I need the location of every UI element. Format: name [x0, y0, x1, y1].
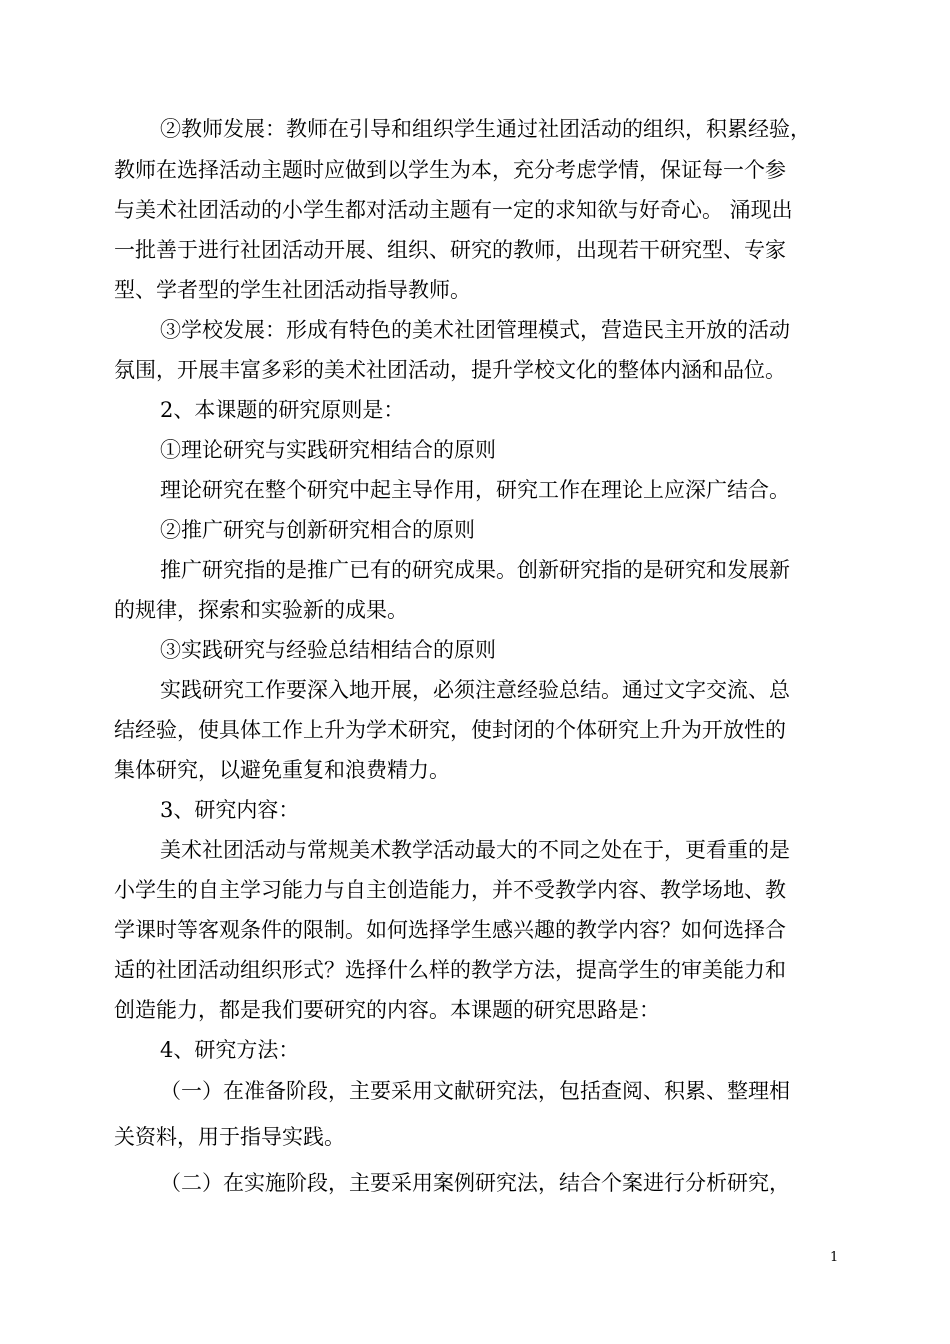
paragraph-line: 集体研究，以避免重复和浪费精力。 — [114, 758, 450, 782]
paragraph-line: （一）在准备阶段，主要采用文献研究法，包括查阅、积累、整理相 — [160, 1079, 790, 1103]
paragraph-line: 创造能力，都是我们要研究的内容。本课题的研究思路是： — [114, 998, 660, 1022]
paragraph-line: 氛围，开展丰富多彩的美术社团活动，提升学校文化的整体内涵和品位。 — [114, 358, 786, 382]
paragraph-line: 的规律，探索和实验新的成果。 — [114, 598, 408, 622]
paragraph-line: （二）在实施阶段，主要采用案例研究法，结合个案进行分析研究， — [160, 1171, 790, 1195]
principle-heading: ①理论研究与实践研究相结合的原则 — [160, 438, 496, 462]
paragraph-line: ③学校发展：形成有特色的美术社团管理模式，营造民主开放的活动 — [160, 318, 790, 342]
paragraph-line: 结经验，使具体工作上升为学术研究，使封闭的个体研究上升为开放性的 — [114, 718, 786, 742]
paragraph-line: 理论研究在整个研究中起主导作用，研究工作在理论上应深广结合。 — [160, 478, 790, 502]
section-heading: 3、研究内容： — [160, 798, 300, 822]
paragraph-line: 小学生的自主学习能力与自主创造能力，并不受教学内容、教学场地、教 — [114, 878, 786, 902]
paragraph-line: 一批善于进行社团活动开展、组织、研究的教师，出现若干研究型、专家 — [114, 238, 786, 262]
paragraph-line: 关资料，用于指导实践。 — [114, 1125, 345, 1149]
paragraph-line: 适的社团活动组织形式？选择什么样的教学方法，提高学生的审美能力和 — [114, 958, 786, 982]
paragraph-line: 与美术社团活动的小学生都对活动主题有一定的求知欲与好奇心。 涌现出 — [114, 198, 793, 222]
paragraph-line: 型、学者型的学生社团活动指导教师。 — [114, 278, 471, 302]
section-heading: 2、本课题的研究原则是： — [160, 398, 405, 422]
paragraph-line: 美术社团活动与常规美术教学活动最大的不同之处在于，更看重的是 — [160, 838, 790, 862]
paragraph-line: 推广研究指的是推广已有的研究成果。创新研究指的是研究和发展新 — [160, 558, 790, 582]
section-heading: 4、研究方法： — [160, 1038, 300, 1062]
page-number: 1 — [830, 1250, 839, 1265]
principle-heading: ③实践研究与经验总结相结合的原则 — [160, 638, 496, 662]
principle-heading: ②推广研究与创新研究相合的原则 — [160, 518, 475, 542]
paragraph-line: 实践研究工作要深入地开展，必须注意经验总结。通过文字交流、总 — [160, 678, 790, 702]
paragraph-line: 教师在选择活动主题时应做到以学生为本，充分考虑学情，保证每一个参 — [114, 158, 786, 182]
paragraph-line: ②教师发展：教师在引导和组织学生通过社团活动的组织，积累经验， — [160, 117, 811, 141]
paragraph-line: 学课时等客观条件的限制。如何选择学生感兴趣的教学内容？如何选择合 — [114, 918, 786, 942]
